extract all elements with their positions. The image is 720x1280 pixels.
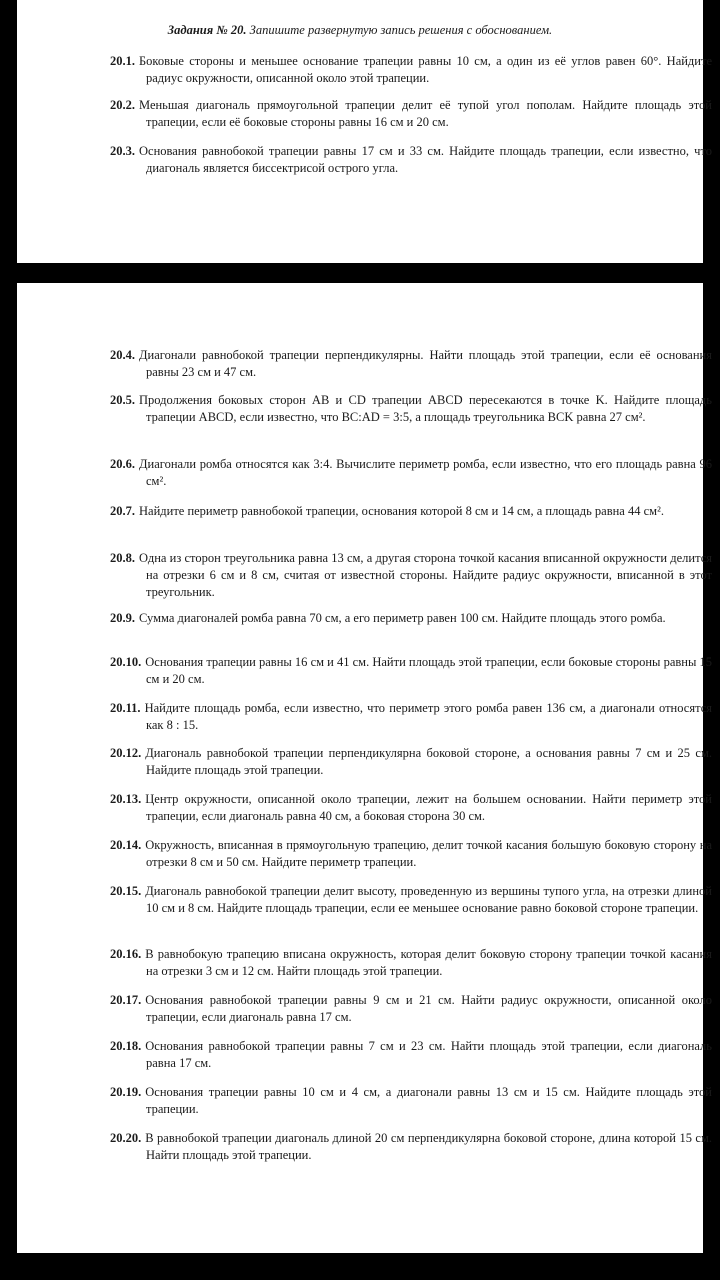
task-text: Основания равнобокой трапеции равны 9 см и 21 см. Найти радиус окружности, описанной около трапеции, если диагональ равна 17 см. [145,993,712,1024]
task-text: Диагонали ромба относятся как 3:4. Вычислите периметр ромба, если известно, что его площадь равна 96 см². [139,457,712,488]
task-20-2 [110,97,712,131]
task-number: 20.13. [110,792,142,806]
task-number: 20.14. [110,838,142,852]
task-20-20 [110,1130,712,1164]
task-number: 20.3. [110,144,135,158]
task-number: 20.5. [110,393,135,407]
task-text: Найдите периметр равнобокой трапеции, основания которой 8 см и 14 см, а площадь равна 44 см². [139,504,664,518]
task-text: Меньшая диагональ прямоугольной трапеции делит её тупой угол пополам. Найдите площадь этой трапеции, если её боковые стороны равны 16 см и 20 см. [139,98,712,129]
task-number: 20.17. [110,993,142,1007]
task-20-14 [110,837,712,871]
task-number: 20.7. [110,504,135,518]
task-text: Основания равнобокой трапеции равны 7 см и 23 см. Найти площадь этой трапеции, если диагональ равна 17 см. [145,1039,712,1070]
task-20-4 [110,347,712,381]
task-20-13 [110,791,712,825]
task-text: Боковые стороны и меньшее основание трапеции равны 10 см, а один из её углов равен 60°. Найдите радиус окружности, описанной около этой трапеции. [139,54,712,85]
task-text: Диагональ равнобокой трапеции перпендикулярна боковой стороне, а основания равны 7 см и 25 см. Найдите площадь этой трапеции. [145,746,712,777]
task-number: 20.19. [110,1085,142,1099]
header-title: Задания № 20. [167,23,247,37]
task-number: 20.15. [110,884,142,898]
task-number: 20.20. [110,1131,142,1145]
page-2 [17,283,712,1253]
task-text: Основания равнобокой трапеции равны 17 см и 33 см. Найдите площадь трапеции, если известно, что диагональ является биссектрисой острого угла. [139,144,712,175]
task-number: 20.2. [110,98,135,112]
task-text: Найдите площадь ромба, если известно, что периметр этого ромба равен 136 см, а диагонали относятся как 8 : 15. [144,701,712,732]
task-text: Продолжения боковых сторон AB и CD трапеции ABCD пересекаются в точке K. Найдите площадь трапеции ABCD, если известно, что BC:AD = 3:5, а площадь треугольника BCK равна 27 см². [139,393,712,424]
task-20-12 [110,745,712,779]
task-text: Центр окружности, описанной около трапеции, лежит на большем основании. Найти периметр этой трапеции, если диагональ равна 40 см, а боковая сторона 30 см. [145,792,712,823]
task-20-7 [110,503,712,520]
task-20-9 [110,610,712,627]
task-text: Окружность, вписанная в прямоугольную трапецию, делит точкой касания большую боковую сторону на отрезки 8 см и 50 см. Найдите периметр трапеции. [145,838,712,869]
task-text: Диагонали равнобокой трапеции перпендикулярны. Найти площадь этой трапеции, если её основания равны 23 см и 47 см. [139,348,712,379]
task-20-16 [110,946,712,980]
task-number: 20.10. [110,655,142,669]
task-text: Диагональ равнобокой трапеции делит высоту, проведенную из вершины тупого угла, на отрезки длиной 10 см и 8 см. Найдите площадь трапеции, если ее меньшее основание равно боковой стороне трапеции. [145,884,712,915]
task-text: В равнобокой трапеции диагональ длиной 20 см перпендикулярна боковой стороне, длина которой 15 см. Найти площадь этой трапеции. [145,1131,712,1162]
task-text: Основания трапеции равны 16 см и 41 см. Найти площадь этой трапеции, если боковые стороны равны 15 см и 20 см. [145,655,712,686]
task-20-6 [110,456,712,490]
task-number: 20.8. [110,551,135,565]
task-20-19 [110,1084,712,1118]
task-text: Сумма диагоналей ромба равна 70 см, а его периметр равен 100 см. Найдите площадь этого ромба. [139,611,666,625]
task-number: 20.1. [110,54,135,68]
task-number: 20.9. [110,611,135,625]
task-number: 20.18. [110,1039,142,1053]
task-number: 20.12. [110,746,142,760]
task-number: 20.11. [110,701,141,715]
task-20-1 [110,53,712,87]
page-1 [17,0,712,263]
task-number: 20.16. [110,947,142,961]
task-20-10 [110,654,712,688]
task-text: В равнобокую трапецию вписана окружность, которая делит боковую сторону трапеции точкой касания на отрезки 3 см и 12 см. Найти площадь этой трапеции. [145,947,712,978]
task-20-15 [110,883,712,917]
task-20-8 [110,550,712,601]
task-20-5 [110,392,712,426]
header-subtitle: Запишите развернутую запись решения с обоснованием. [249,23,553,37]
task-text: Основания трапеции равны 10 см и 4 см, а диагонали равны 13 см и 15 см. Найдите площадь этой трапеции. [145,1085,712,1116]
task-20-18 [110,1038,712,1072]
task-text: Одна из сторон треугольника равна 13 см, а другая сторона точкой касания вписанной окружности делится на отрезки 6 см и 8 см, считая от известной стороны. Найдите радиус окружности, вписанной в этот треугольник. [139,551,712,599]
task-header [17,23,703,38]
task-number: 20.6. [110,457,135,471]
task-20-11 [110,700,712,734]
task-20-17 [110,992,712,1026]
task-20-3 [110,143,712,177]
task-number: 20.4. [110,348,135,362]
